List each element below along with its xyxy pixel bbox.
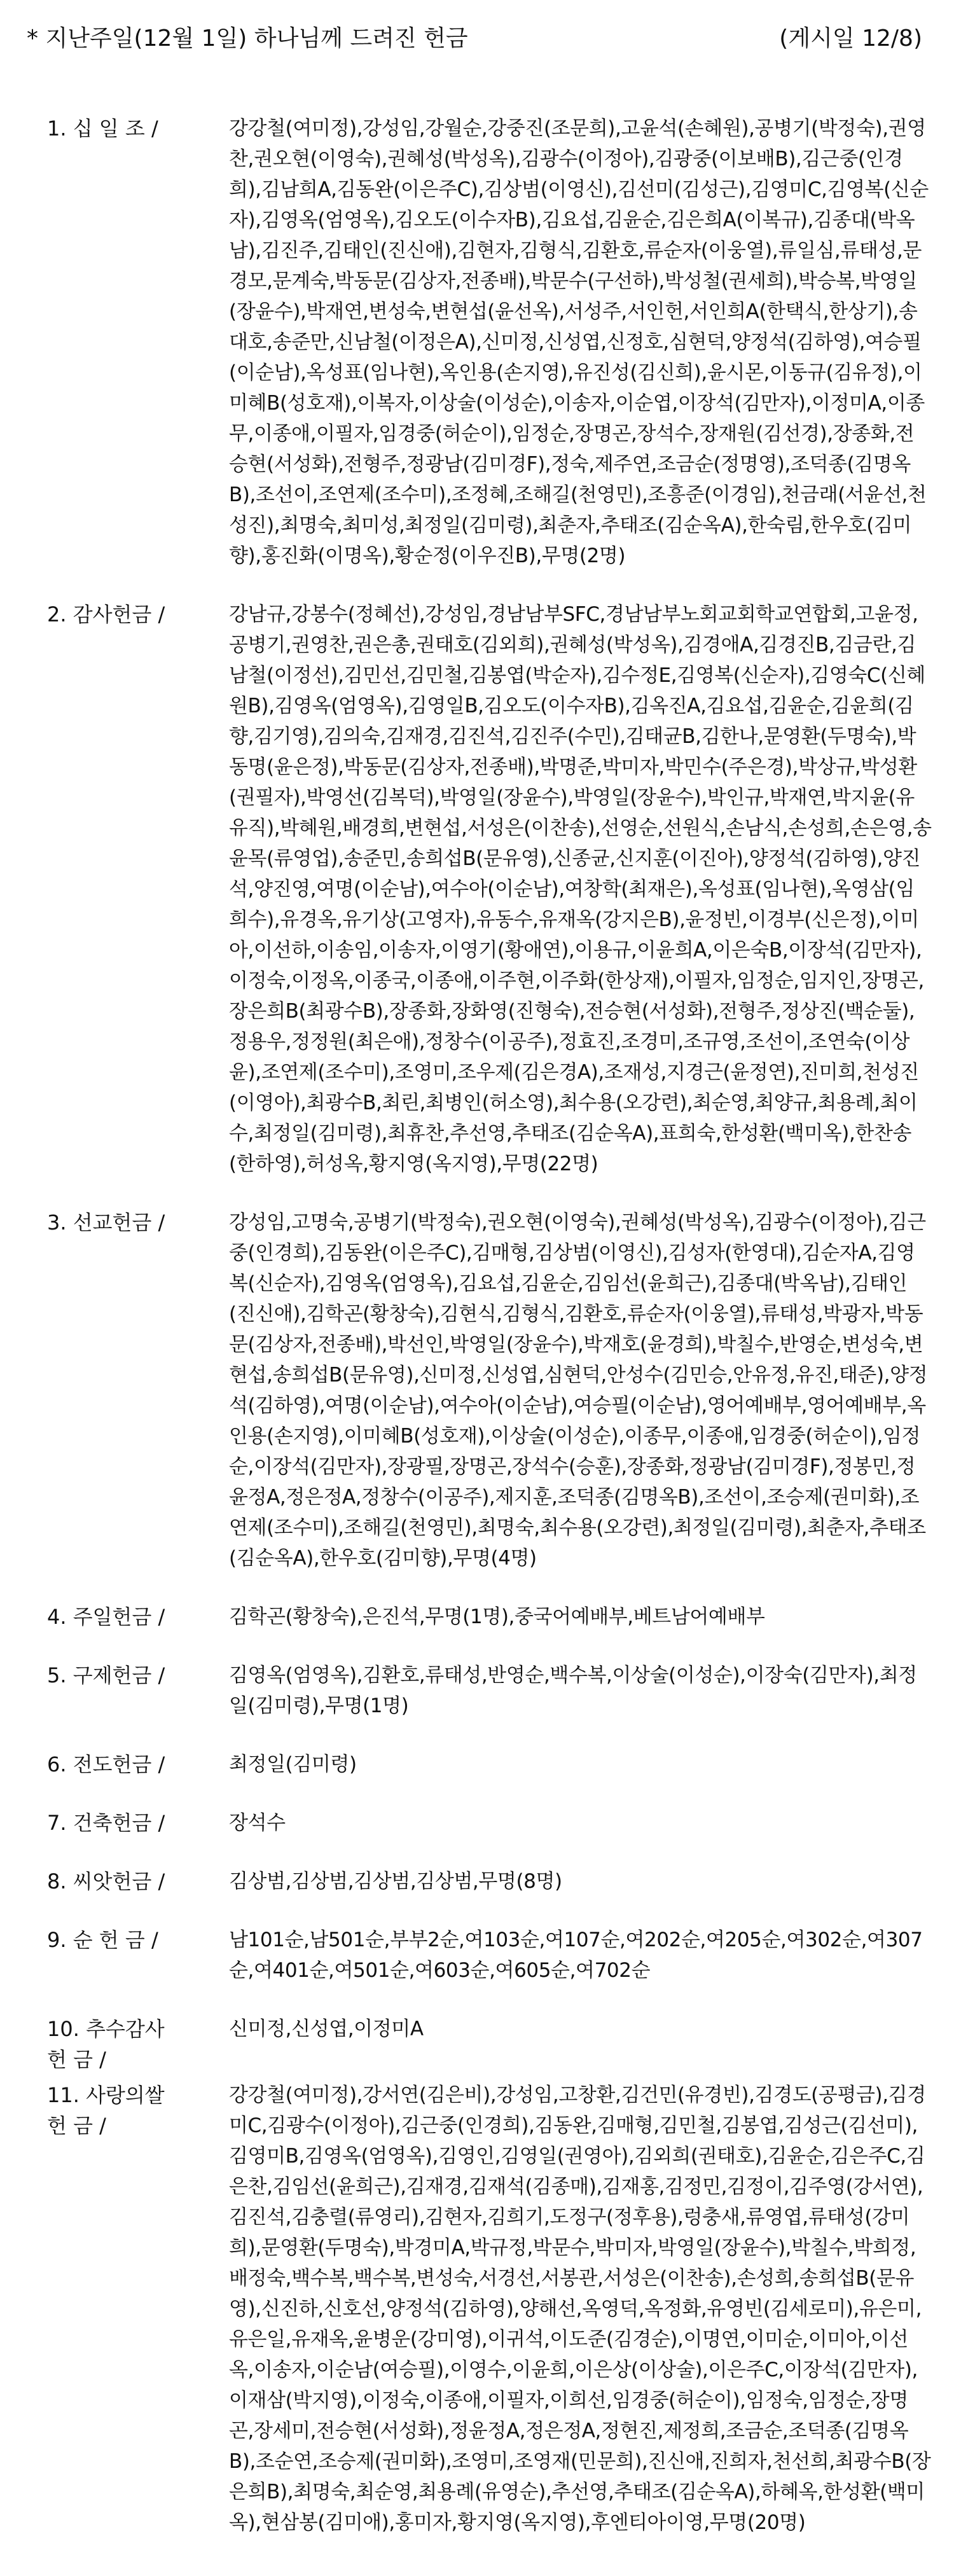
offering-item-cell-group <box>19 1925 935 1986</box>
donor-names: 김학곤(황창숙),은진석,무명(1명),중국어예배부,베트남어예배부 <box>229 1605 765 1628</box>
donor-names: 강강철(여미정),강서연(김은비),강성임,고창환,김건민(유경빈),김경도(공평금),김경미C,김광수(이정아),김근중(인경희),김동완,김매형,김민철,김봉엽,김성근(김선미),김영미B,김영옥(엄영옥),김영인,김영일(권영아),김외희(권태호),김윤순,김은주C,김은찬,김임선(윤희근),김재경,김재석(김종매),김재홍,김정민,김정이,김주영(강서연),김진석,김충렬(류영리),김현자,김희기,도정구(정후용),렁충새,류영엽,류태성(강미희),문영환(두명숙),박경미A,박규정,박문수,박미자,박영일(장윤수),박칠수,박희정,배정숙,백수복,백수복,변성숙,서경선,서봉관,서성은(이찬송),손성희,송희섭B(문유영),신진하,신호선,양정석(김하영),양해선,옥영덕,옥정화,유영빈(김세로미),유은미,유은일,유재옥,윤병운(강미영),이귀석,이도준(김경순),이명연,이미순,이미아,이선옥,이송자,이순남(여승필),이영수,이윤희,이은상(이상술),이은주C,이장석(김만자),이재삼(박지영),이정숙,이종애,이필자,이희선,임경중(허순이),임정숙,임정순,장명곤,장세미,전승현(서성화),정윤정A,정은정A,정현진,제정희,조금순,조덕종(김명옥B),조순연,조승제(권미화),조영미,조영재(민문희),진신애,진희자,천선희,최광수B(장은희B),최명숙,최순영,최용례(유영순),추선영,추태조(김순옥A),하혜옥,한성환(백미옥),현삼봉(김미애),홍미자,황지영(옥지영),후엔티아이영,무명(20명) <box>229 2084 931 2534</box>
offering-item-evangelism <box>19 1749 935 1780</box>
offering-category-label: 5. 구제헌금 / <box>47 1663 165 1687</box>
posted-date: (게시일 12/8) <box>779 25 922 52</box>
offering-item-thanksgiving <box>19 599 935 1179</box>
offering-category-label: 10. 추수감사 헌 금 / <box>47 2017 165 2072</box>
donor-names: 장석수 <box>229 1811 286 1834</box>
donor-names: 신미정,신성엽,이정미A <box>229 2018 424 2040</box>
offering-item-mission <box>19 1207 935 1574</box>
offering-item-harvest-thanksgiving <box>19 2014 935 2075</box>
offering-item-building <box>19 1808 935 1838</box>
offering-item-tithe <box>19 113 935 571</box>
offering-item-love-rice <box>19 2080 935 2538</box>
donor-names: 최정일(김미령) <box>229 1753 357 1776</box>
donor-names: 김상범,김상범,김상범,김상범,무명(8명) <box>229 1870 562 1893</box>
offering-item-sunday <box>19 1602 935 1632</box>
notice-title: * 지난주일(12월 1일) 하나님께 드려진 헌금 <box>27 25 468 52</box>
donor-names: 강남규,강봉수(정혜선),강성임,경남남부SFC,경남남부노회교회학교연합회,고윤정,공병기,권영찬,권은총,권태호(김외희),권혜성(박성옥),김경애A,김경진B,김금란,김남철(이정선),김민선,김민철,김봉엽(박순자),김수정E,김영복(신순자),김영숙C(신혜원B),김영옥(엄영옥),김영일B,김오도(이수자B),김옥진A,김요섭,김윤순,김윤희(김향,김기영),김의숙,김재경,김진석,김진주(수민),김태균B,김한나,문영환(두명숙),박동명(윤은정),박동문(김상자,전종배),박명준,박미자,박민수(주은경),박상규,박성환(권필자),박영선(김복덕),박영일(장윤수),박영일(장윤수),박인규,박재연,박지윤(유유직),박혜원,배경희,변현섭,서성은(이찬송),선영순,선원식,손남식,손성희,손은영,송윤목(류영업),송준민,송희섭B(문유영),신종균,신지훈(이진아),양정석(김하영),양진석,양진영,여명(이순남),여수아(이순남),여창학(최재은),옥성표(임나현),옥영삼(임희수),유경옥,유기상(고영자),유동수,유재옥(강지은B),윤정빈,이경부(신은정),이미아,이선하,이송임,이송자,이영기(황애연),이용규,이윤희A,이은숙B,이장석(김만자),이정숙,이정옥,이종국,이종애,이주현,이주화(한상재),이필자,임정순,임지인,장명곤,장은희B(최광수B),장종화,장화영(진형숙),전승현(서성화),전형주,정상진(백순둘),정용우,정정원(최은애),정창수(이공주),정효진,조경미,조규영,조선이,조연숙(이상윤),조연제(조수미),조영미,조우제(김은경A),조재성,지경근(윤정연),진미희,천성진(이영아),최광수B,최린,최병인(허소영),최수용(오강련),최순영,최양규,최용례,최이수,최정일(김미령),최휴찬,추선영,추태조(김순옥A),표희숙,한성환(백미옥),한찬송(한하영),허성옥,황지영(옥지영),무명(22명) <box>229 603 932 1175</box>
offering-category-label: 4. 주일헌금 / <box>47 1605 165 1629</box>
offering-category-label: 11. 사랑의쌀 헌 금 / <box>47 2083 165 2138</box>
notice-header <box>19 23 935 55</box>
offering-category-label: 3. 선교헌금 / <box>47 1210 165 1235</box>
offering-item-relief <box>19 1660 935 1721</box>
offering-category-label: 8. 씨앗헌금 / <box>47 1869 165 1894</box>
offering-category-label: 7. 건축헌금 / <box>47 1811 165 1835</box>
offering-category-label: 6. 전도헌금 / <box>47 1752 165 1776</box>
offering-category-label: 1. 십 일 조 / <box>47 116 158 141</box>
donor-names: 김영옥(엄영옥),김환호,류태성,반영순,백수복,이상술(이성순),이장숙(김만자),최정일(김미령),무명(1명) <box>229 1664 917 1717</box>
offering-list <box>19 113 935 2538</box>
offering-category-label: 9. 순 헌 금 / <box>47 1928 158 1952</box>
donor-names: 남101순,남501순,부부2순,여103순,여107순,여202순,여205순,여302순,여307순,여401순,여501순,여603순,여605순,여702순 <box>229 1929 923 1982</box>
offering-item-seed <box>19 1866 935 1897</box>
offering-category-label: 2. 감사헌금 / <box>47 602 165 627</box>
donor-names: 강강철(여미정),강성임,강월순,강중진(조문희),고윤석(손혜원),공병기(박정숙),권영찬,권오현(이영숙),권혜성(박성옥),김광수(이정아),김광중(이보배B),김근중(인경희),김남희A,김동완(이은주C),김상범(이영신),김선미(김성근),김영미C,김영복(신순자),김영옥(엄영옥),김오도(이수자B),김요섭,김윤순,김은희A(이복규),김종대(박옥남),김진주,김태인(진신애),김현자,김형식,김환호,류순자(이웅열),류일심,류태성,문경모,문계숙,박동문(김상자,전종배),박문수(구선하),박성철(권세희),박승복,박영일(장윤수),박재연,변성숙,변현섭(윤선옥),서성주,서인헌,서인희A(한택식,한상기),송대호,송준만,신남철(이정은A),신미정,신성엽,신정호,심현덕,양정석(김하영),여승필(이순남),옥성표(임나현),옥인용(손지영),유진성(김신희),윤시몬,이동규(김유정),이미혜B(성호재),이복자,이상술(이성순),이송자,이순엽,이장석(김만자),이정미A,이종무,이종애,이필자,임경중(허순이),임정순,장명곤,장석수,장재원(김선경),장종화,전승현(서성화),전형주,정광남(김미경F),정숙,제주연,조금순(정명영),조덕종(김명옥B),조선이,조연제(조수미),조정혜,조해길(천영민),조흥준(이경임),천금래(서윤선,천성진),최명숙,최미성,최정일(김미령),최춘자,추태조(김순옥A),한숙림,한우호(김미향),홍진화(이명옥),황순정(이우진B),무명(2명) <box>229 117 929 567</box>
donor-names: 강성임,고명숙,공병기(박정숙),권오현(이영숙),권혜성(박성옥),김광수(이정아),김근중(인경희),김동완(이은주C),김매형,김상범(이영신),김성자(한영대),김순자A,김영복(신순자),김영옥(엄영옥),김요섭,김윤순,김임선(윤희근),김종대(박옥남),김태인(진신애),김학곤(황창숙),김현식,김형식,김환호,류순자(이웅열),류태성,박광자,박동문(김상자,전종배),박선인,박영일(장윤수),박재호(윤경희),박칠수,반영순,변성숙,변현섭,송희섭B(문유영),신미정,신성엽,심현덕,안성수(김민승,안유정,유진,태준),양정석(김하영),여명(이순남),여수아(이순남),여승필(이순남),영어예배부,영어예배부,옥인용(손지영),이미혜B(성호재),이상술(이성순),이종무,이종애,임경중(허순이),임정순,이장석(김만자),장광필,장명곤,장석수(승훈),장종화,정광남(김미경F),정봉민,정윤정A,정은정A,정창수(이공주),제지훈,조덕종(김명옥B),조선이,조승제(권미화),조연제(조수미),조해길(천영민),최명숙,최수용(오강련),최정일(김미령),최춘자,추태조(김순옥A),한우호(김미향),무명(4명) <box>229 1211 928 1570</box>
